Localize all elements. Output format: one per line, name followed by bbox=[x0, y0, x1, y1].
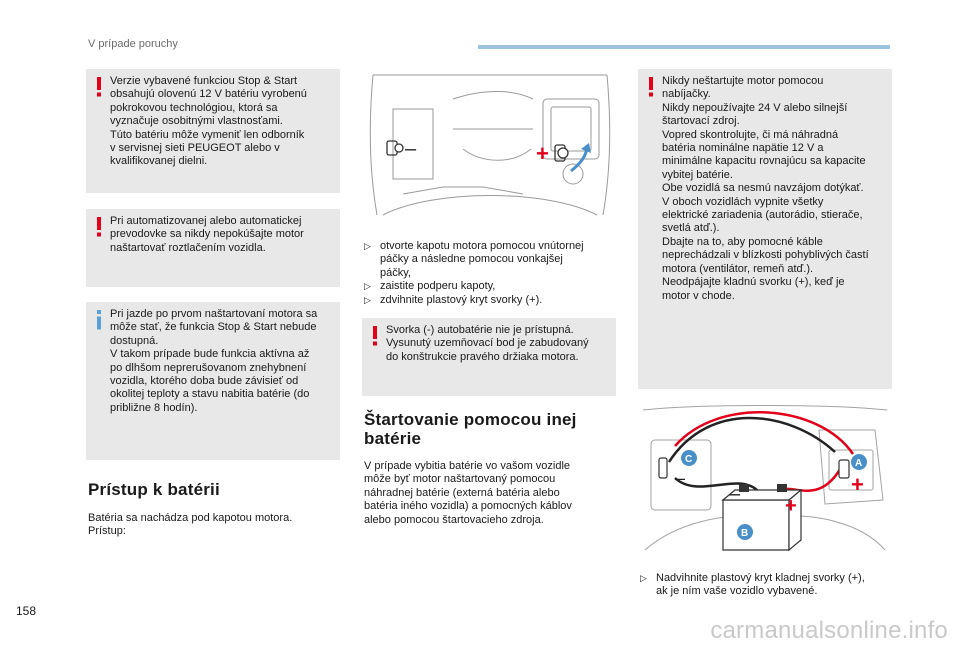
section-text-battery-access: Batéria sa nachádza pod kapotou motora. Prístup: bbox=[88, 512, 293, 538]
warning-text: Nikdy neštartujte motor pomocou nabíjačky. Nikdy nepoužívajte 24 V alebo silnejší štartovací zdroj. Vopred skontrolujte, či má náhradná batéria nominálne napätie 12 V a minimálne kapacitu rovnajúcu sa kapacite vybitej batérie. Obe vozidlá sa nesmú navzájom dotýkať. V oboch vozidlách vypnite všetky elektrické zariadenia (autorádio, stierače, svetlá atď.). Dbajte na to, aby pomocné káble neprechádzali v blízkosti pohyblivých častí motora (ventilátor, remeň atď.). Neodpájajte kladnú svorku (+), keď je motor v chode. bbox=[662, 75, 869, 302]
label-c-text: C bbox=[685, 454, 693, 465]
donor-plus-label: + bbox=[785, 495, 797, 517]
warning-icon bbox=[94, 77, 104, 97]
warning-text: Pri automatizovanej alebo automatickej prevodovke sa nikdy nepokúšajte motor naštartovať roztlačením vozidla. bbox=[110, 215, 304, 254]
info-box-stop-start bbox=[86, 302, 340, 460]
step-arrow-icon: ▷ bbox=[364, 281, 371, 292]
lift-arrow bbox=[571, 149, 587, 171]
section-header-title: V prípade poruchy bbox=[88, 38, 178, 50]
step-arrow-icon: ▷ bbox=[364, 294, 371, 305]
step-item: ▷ zaistite podperu kapoty, bbox=[364, 280, 496, 293]
info-icon bbox=[94, 310, 104, 330]
warning-box-negative-terminal bbox=[362, 318, 616, 396]
warning-icon bbox=[646, 77, 656, 97]
jump-start-steps bbox=[640, 572, 892, 599]
label-a-text: A bbox=[855, 458, 863, 469]
engine-bay-drawing bbox=[363, 69, 617, 219]
step-item: ▷ zdvihnite plastový kryt svorky (+). bbox=[364, 293, 543, 306]
battery-access-steps bbox=[364, 240, 616, 307]
warning-box-battery bbox=[86, 69, 340, 193]
donor-minus-label: – bbox=[729, 483, 741, 505]
section-title-battery-access: Prístup k batérii bbox=[88, 480, 220, 499]
terminal-plus-label: + bbox=[851, 472, 864, 497]
warning-icon bbox=[94, 217, 104, 237]
page-number: 158 bbox=[16, 604, 37, 618]
section-text-jump-start: V prípade vybitia batérie vo vašom vozidle môže byť motor naštartovaný pomocou náhradnej batérie (externá batéria alebo batéria iného vozidla) a pomocných káblov alebo pomocou štartovacieho zdroja. bbox=[364, 460, 572, 526]
engine-bay-illustration bbox=[363, 69, 617, 219]
step-arrow-icon: ▷ bbox=[364, 241, 371, 251]
step-item: ▷ Nadvihnite plastový kryt kladnej svorky (+), ak je ním vaše vozidlo vybavené. bbox=[640, 572, 865, 598]
watermark-text: carmanualsonline.info bbox=[710, 617, 948, 644]
jump-start-illustration bbox=[639, 400, 891, 558]
warning-text: Svorka (-) autobatérie nie je prístupná. Vysunutý uzemňovací bod je zabudovaný do konštrukcie pravého držiaka motora. bbox=[386, 324, 589, 363]
step-arrow-icon: ▷ bbox=[640, 573, 647, 583]
header-accent-bar bbox=[478, 45, 890, 49]
warning-text: Verzie vybavené funkciou Stop & Start obsahujú olovenú 12 V batériu vyrobenú pokrokovou technológiou, ktorá sa vyznačuje osobitnými vlastnosťami. Túto batériu môže vymeniť len odborník v servisnej sieti PEUGEOT alebo v kvalifikovanej dielni. bbox=[110, 75, 307, 168]
label-b-text: B bbox=[741, 528, 749, 539]
terminal-plus-label: + bbox=[536, 141, 549, 166]
terminal-minus-label: – bbox=[405, 138, 417, 160]
terminal-minus-label: – bbox=[675, 468, 686, 488]
jump-start-drawing bbox=[639, 400, 891, 558]
warning-icon bbox=[370, 326, 380, 346]
warning-box-transmission bbox=[86, 209, 340, 287]
info-text: Pri jazde po prvom naštartovaní motora sa môže stať, že funkcia Stop & Start nebude dostupná. V takom prípade bude funkcia aktívna až po dlhšom neprerušovanom znehybnení vozidla, ktorého doba bude závisieť od okolitej teploty a stavu nabitia batérie (do približne 8 hodín). bbox=[110, 308, 318, 414]
section-title-jump-start: Štartovanie pomocou inej batérie bbox=[364, 410, 577, 448]
warning-box-jump-start bbox=[638, 69, 892, 389]
step-item: ▷ otvorte kapotu motora pomocou vnútornej páčky a následne pomocou vonkajšej páčky, bbox=[364, 240, 584, 279]
